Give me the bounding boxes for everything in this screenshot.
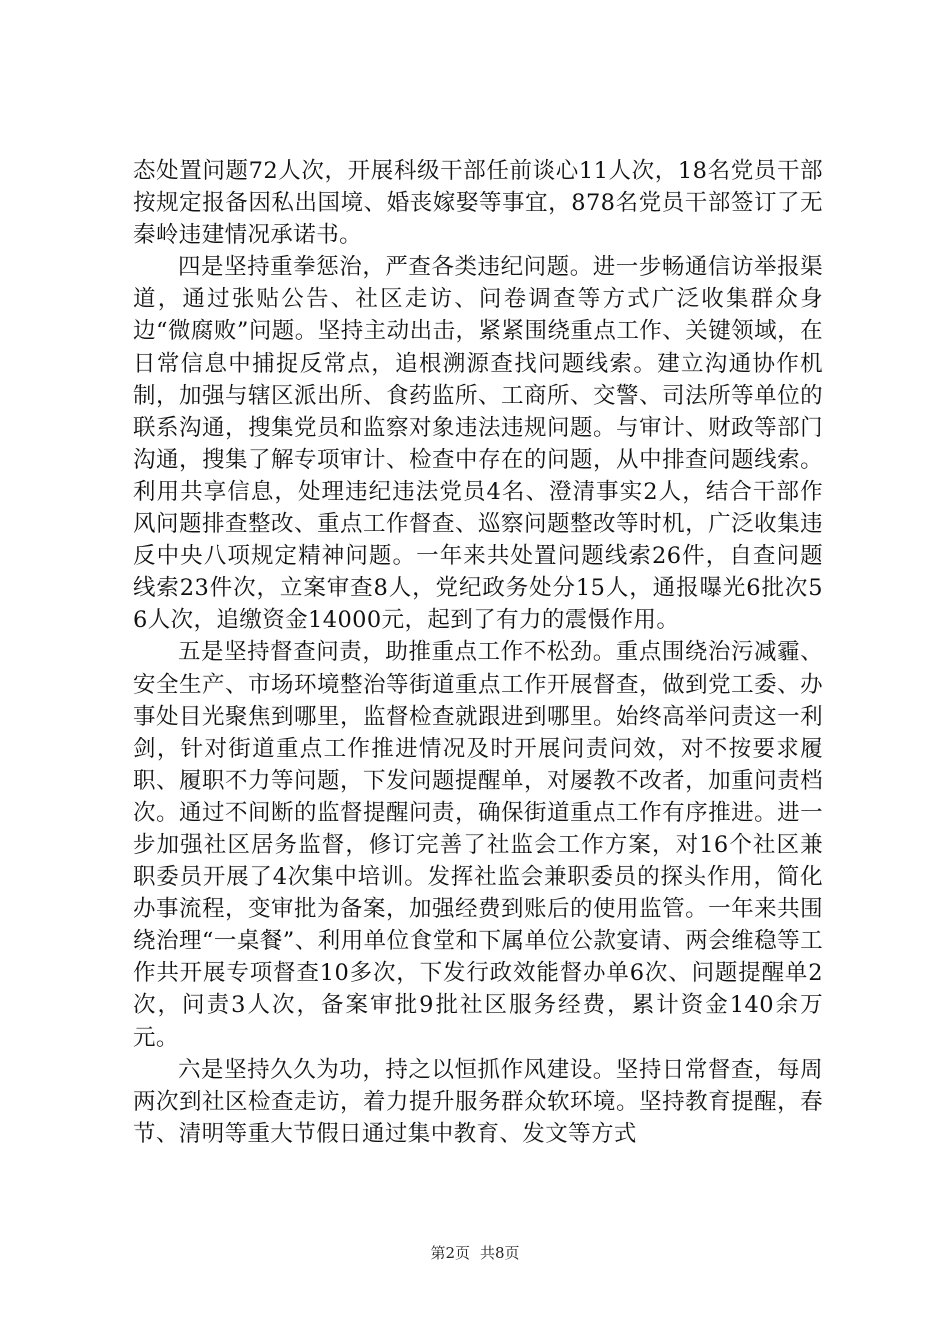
paragraph-continuation: 态处置问题72人次，开展科级干部任前谈心11人次，18名党员干部按规定报备因私出国境、婚丧嫁娶等事宜，878名党员干部签订了无秦岭违建情况承诺书。 bbox=[133, 158, 823, 249]
document-body bbox=[133, 155, 823, 1150]
page-total: 共8页 bbox=[480, 1244, 520, 1262]
paragraph-six: 六是坚持久久为功，持之以恒抓作风建设。坚持日常督查，每周两次到社区检查走访，着力提升服务群众软环境。坚持教育提醒，春节、清明等重大节假日通过集中教育、发文等方式 bbox=[133, 1056, 823, 1147]
page-footer bbox=[0, 1243, 950, 1263]
paragraph-four: 四是坚持重拳惩治，严查各类违纪问题。进一步畅通信访举报渠道，通过张贴公告、社区走访、问卷调查等方式广泛收集群众身边“微腐败”问题。坚持主动出击，紧紧围绕重点工作、关键领域，在日常信息中捕捉反常点，追根溯源查找问题线索。建立沟通协作机制，加强与辖区派出所、食药监所、工商所、交警、司法所等单位的联系沟通，搜集党员和监察对象违法违规问题。与审计、财政等部门沟通，搜集了解专项审计、检查中存在的问题，从中排查问题线索。利用共享信息，处理违纪违法党员4名、澄清事实2人，结合干部作风问题排查整改、重点工作督查、巡察问题整改等时机，广泛收集违反中央八项规定精神问题。一年来共处置问题线索26件，自查问题线索23件次，立案审查8人，党纪政务处分15人，通报曝光6批次56人次，追缴资金14000元，起到了有力的震慑作用。 bbox=[133, 254, 823, 634]
paragraph-five: 五是坚持督查问责，助推重点工作不松劲。重点围绕治污减霾、安全生产、市场环境整治等街道重点工作开展督查，做到党工委、办事处目光聚焦到哪里，监督检查就跟进到哪里。始终高举问责这一利剑，针对街道重点工作推进情况及时开展问责问效，对不按要求履职、履职不力等问题，下发问题提醒单，对屡教不改者，加重问责档次。通过不间断的监督提醒问责，确保街道重点工作有序推进。进一步加强社区居务监督，修订完善了社监会工作方案，对16个社区兼职委员开展了4次集中培训。发挥社监会兼职委员的探头作用，简化办事流程，变审批为备案，加强经费到账后的使用监管。一年来共围绕治理“一桌餐”、利用单位食堂和下属单位公款宴请、两会维稳等工作共开展专项督查10多次，下发行政效能督办单6次、问题提醒单2次，问责3人次，备案审批9批社区服务经费，累计资金140余万元。 bbox=[133, 639, 823, 1051]
page-number: 第2页 bbox=[430, 1244, 470, 1262]
